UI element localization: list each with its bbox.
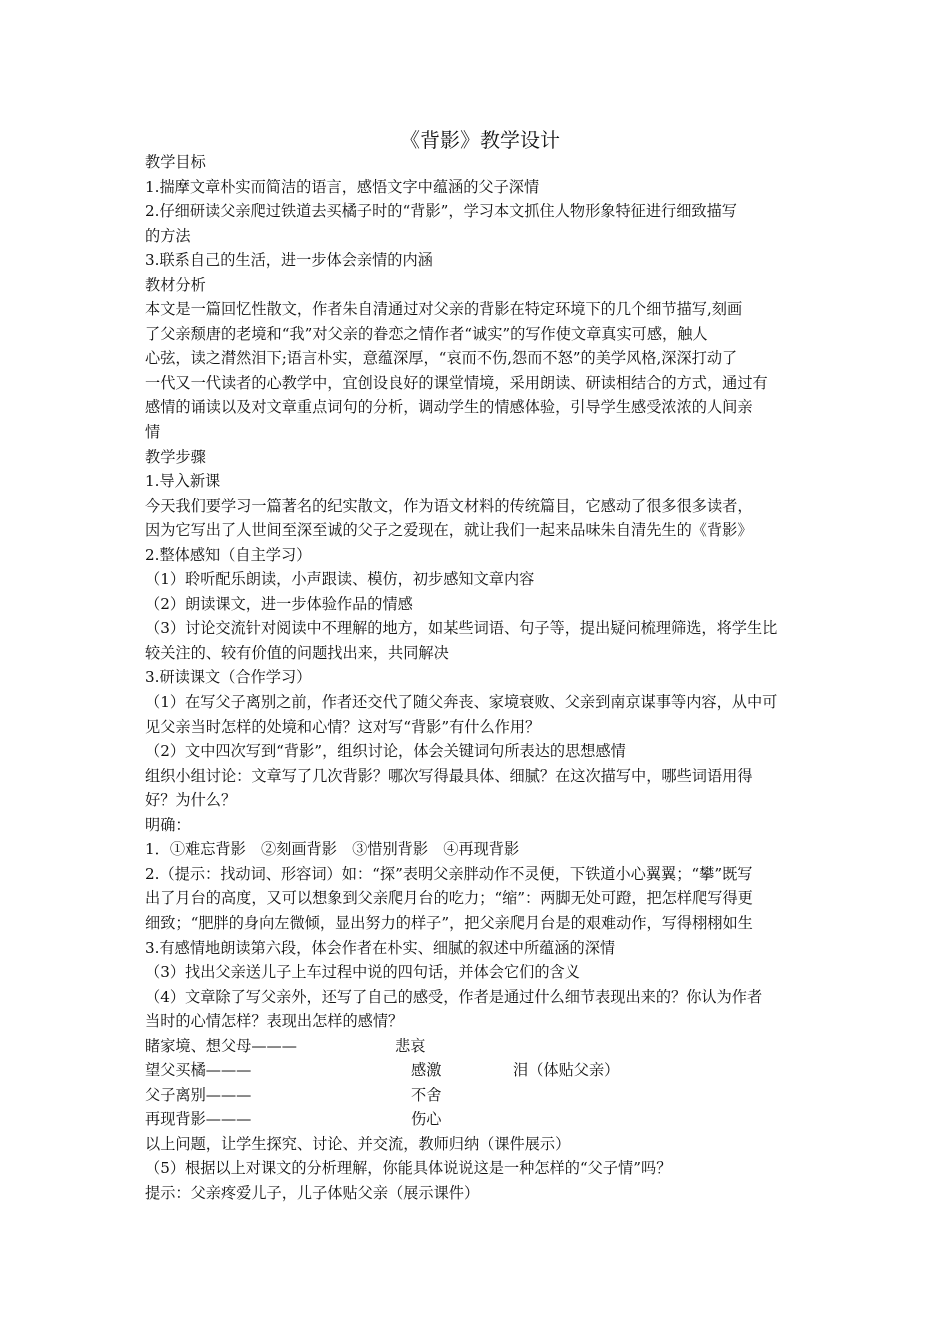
paragraph-line: 情 (145, 423, 161, 442)
note-cell: 泪（体贴父亲） (513, 1061, 620, 1080)
event-cell: 睹家境、想父母——— (145, 1036, 297, 1055)
paragraph-line: 较关注的、较有价值的问题找出来，共同解决 (145, 643, 449, 662)
paragraph-line: 教学步骤 (145, 447, 206, 466)
paragraph-line: （2）文中四次写到“背影”，组织讨论，体会关键词句所表达的思想感情 (145, 742, 626, 761)
paragraph-line: 心弦，读之潸然泪下;语言朴实，意蕴深厚，“哀而不伤,怨而不怒”的美学风格,深深打动了 (145, 349, 738, 368)
paragraph-line: 提示：父亲疼爱儿子，儿子体贴父亲（展示课件） (145, 1183, 480, 1202)
page-title: 《背影》教学设计 (400, 128, 560, 152)
paragraph-line: （3）讨论交流针对阅读中不理解的地方，如某些词语、句子等，提出疑问梳理筛选，将学生比 (145, 619, 778, 638)
paragraph-line: 3.联系自己的生活，进一步体会亲情的内涵 (145, 251, 433, 270)
paragraph-line: 感情的诵读以及对文章重点词句的分析，调动学生的情感体验，引导学生感受浓浓的人间亲 (145, 398, 753, 417)
paragraph-line: 了父亲颓唐的老境和“我”对父亲的眷恋之情作者“诚实”的写作使文章真实可感，触人 (145, 324, 708, 343)
paragraph-line: 明确： (145, 815, 191, 834)
paragraph-line: （1）在写父子离别之前，作者还交代了随父奔丧、家境衰败、父亲到南京谋事等内容，从中可 (145, 693, 778, 712)
paragraph-line: 1．①难忘背影 ②刻画背影 ③惜别背影 ④再现背影 (145, 840, 520, 859)
paragraph-line: 组织小组讨论：文章写了几次背影？哪次写得最具体、细腻？在这次描写中，哪些词语用得 (145, 766, 753, 785)
event-cell: 再现背影——— (145, 1110, 252, 1129)
paragraph-line: 2.仔细研读父亲爬过铁道去买橘子时的“背影”，学习本文抓住人物形象特征进行细致描写 (145, 202, 737, 221)
paragraph-line: 细致；“肥胖的身向左微倾，显出努力的样子”，把父亲爬月台是的艰难动作，写得栩栩如生 (145, 913, 753, 932)
paragraph-line: 2.整体感知（自主学习） (145, 545, 312, 564)
paragraph-line: 2.（提示：找动词、形容词）如：“探”表明父亲胖动作不灵便，下铁道小心翼翼；“攀”既写 (145, 864, 753, 883)
paragraph-line: （1）聆听配乐朗读，小声跟读、模仿，初步感知文章内容 (145, 570, 535, 589)
event-cell: 父子离别——— (145, 1085, 252, 1104)
paragraph-line: 本文是一篇回忆性散文，作者朱自清通过对父亲的背影在特定环境下的几个细节描写,刻画 (145, 300, 743, 319)
paragraph-line: 的方法 (145, 226, 191, 245)
paragraph-line: 当时的心情怎样？表现出怎样的感情？ (145, 1012, 404, 1031)
feeling-cell: 伤心 (411, 1110, 442, 1129)
paragraph-line: 以上问题，让学生探究、讨论、并交流，教师归纳（课件展示） (145, 1134, 571, 1153)
paragraph-line: 3.有感情地朗读第六段，体会作者在朴实、细腻的叙述中所蕴涵的深情 (145, 938, 616, 957)
document-body (145, 150, 815, 1206)
paragraph-line: 好？为什么？ (145, 791, 237, 810)
feeling-cell: 不舍 (411, 1085, 442, 1104)
paragraph-line: 1.导入新课 (145, 472, 221, 491)
emotion-table-row (145, 1107, 815, 1132)
feeling-cell: 感激 (411, 1061, 442, 1080)
emotion-table-row (145, 1034, 815, 1059)
emotion-table-row (145, 1083, 815, 1108)
emotion-table-row (145, 1058, 815, 1083)
paragraph-line: 3.研读课文（合作学习） (145, 668, 312, 687)
paragraph-line: 教学目标 (145, 153, 206, 171)
paragraph-line: （5）根据以上对课文的分析理解，你能具体说说这是一种怎样的“父子情”吗？ (145, 1159, 672, 1178)
paragraph-line: 出了月台的高度，又可以想象到父亲爬月台的吃力；“缩”：两脚无处可蹬，把怎样爬写得更 (145, 889, 753, 908)
paragraph-line: 今天我们要学习一篇著名的纪实散文，作为语文材料的传统篇目，它感动了很多很多读者， (145, 496, 753, 515)
paragraph-line: （4）文章除了写父亲外，还写了自己的感受，作者是通过什么细节表现出来的？你认为作者 (145, 987, 763, 1006)
paragraph-line: 1.揣摩文章朴实而简洁的语言，感悟文字中蕴涵的父子深情 (145, 177, 540, 196)
paragraph-line: （2）朗读课文，进一步体验作品的情感 (145, 594, 413, 613)
paragraph-line: （3）找出父亲送儿子上车过程中说的四句话，并体会它们的含义 (145, 963, 580, 982)
paragraph-line: 因为它写出了人世间至深至诚的父子之爱现在，就让我们一起来品味朱自清先生的《背影》 (145, 521, 753, 540)
paragraph-line: 一代又一代读者的心教学中，宜创设良好的课堂情境，采用朗读、研读相结合的方式，通过有 (145, 373, 768, 392)
feeling-cell: 悲哀 (395, 1036, 426, 1055)
event-cell: 望父买橘——— (145, 1061, 252, 1080)
paragraph-line: 教材分析 (145, 275, 206, 294)
paragraph-line: 见父亲当时怎样的处境和心情？这对写“背影”有什么作用？ (145, 717, 541, 736)
